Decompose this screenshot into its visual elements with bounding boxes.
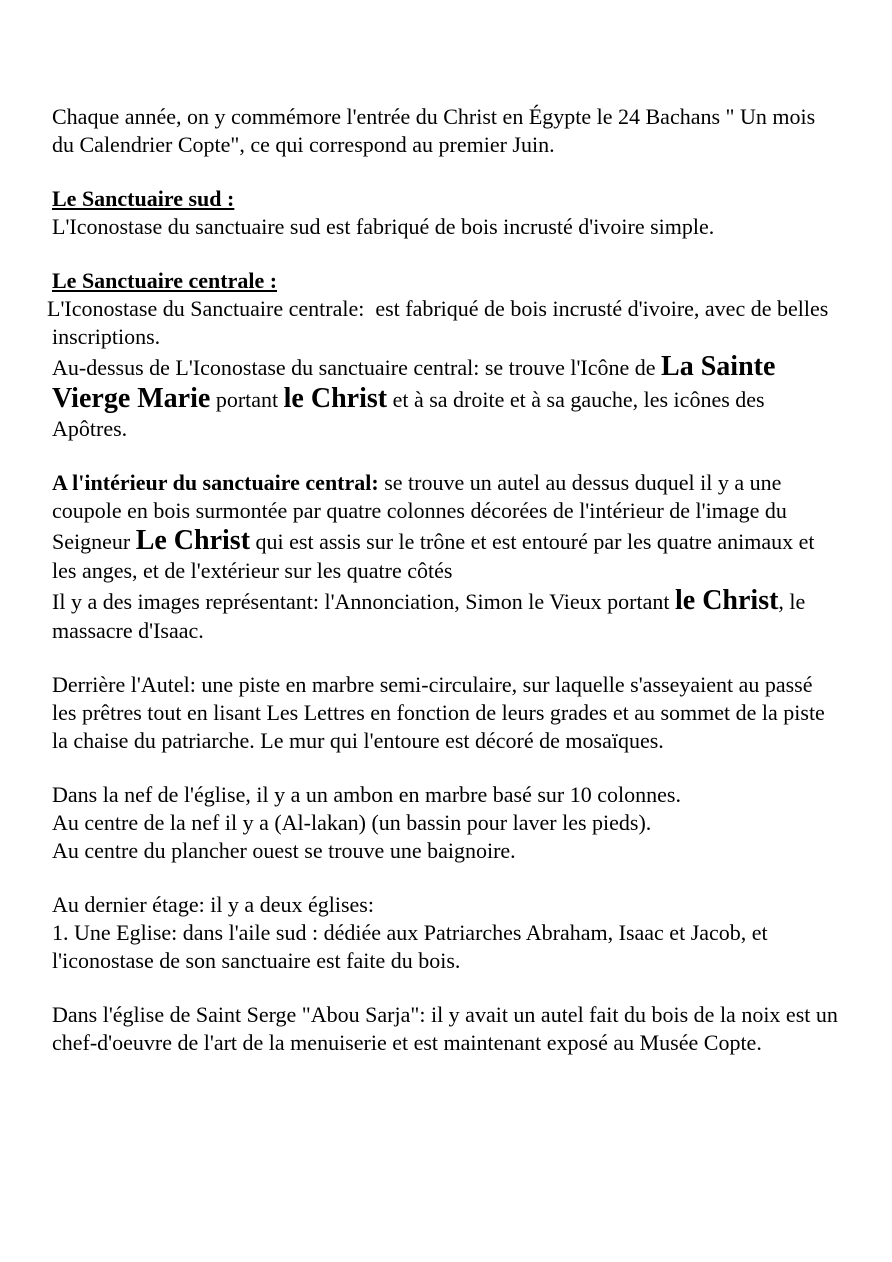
paragraph-iconostase-centrale <box>47 295 842 351</box>
paragraph-dernier-etage-text: Au dernier étage: il y a deux églises: <box>52 892 374 917</box>
images-run-normal-2: , le massacre d'Isaac. <box>52 589 811 643</box>
paragraph-saint-serge <box>52 1001 842 1057</box>
paragraph-dernier-etage <box>52 891 842 919</box>
au-dessus-run-normal-3: et à sa droite et à sa gauche, les icônes des Apôtres. <box>52 387 769 441</box>
paragraph-eglise-aile-sud-text: 1. Une Eglise: dans l'aile sud : dédiée aux Patriarches Abraham, Isaac et Jacob, et l'iconostase de son sanctuaire est faite du bois. <box>52 920 774 973</box>
paragraph-interieur-sanctuaire <box>52 469 842 585</box>
paragraph-iconostase-sud <box>52 213 842 241</box>
au-dessus-run-normal-2: portant <box>210 387 284 412</box>
paragraph-au-dessus-iconostase <box>52 351 842 443</box>
heading-sanctuaire-centrale-text: Le Sanctuaire centrale : <box>52 268 278 293</box>
paragraph-saint-serge-text: Dans l'église de Saint Serge "Abou Sarja": il y avait un autel fait du bois de la noix est un chef-d'oeuvre de l'art de la menuiserie et est maintenant exposé au Musée Copte. <box>52 1002 844 1055</box>
emphasis-le-christ-3: le Christ <box>674 585 779 616</box>
paragraph-eglise-aile-sud <box>52 919 842 975</box>
images-run-normal-1: Il y a des images représentant: l'Annonciation, Simon le Vieux portant <box>52 589 675 614</box>
interieur-run-normal-2: qui est assis sur le trône et est entouré par les quatre animaux et les anges, et de l'extérieur sur les quatre côtés <box>52 529 821 583</box>
paragraph-commemoration-text: Chaque année, on y commémore l'entrée du Christ en Égypte le 24 Bachans " Un mois du Calendrier Copte", ce qui correspond au premier Juin. <box>52 104 821 157</box>
paragraph-nef-ambon-text: Dans la nef de l'église, il y a un ambon en marbre basé sur 10 colonnes. <box>52 782 681 807</box>
paragraph-iconostase-sud-text: L'Iconostase du sanctuaire sud est fabriqué de bois incrusté d'ivoire simple. <box>52 214 715 239</box>
paragraph-commemoration <box>52 103 842 159</box>
heading-sanctuaire-centrale <box>52 267 842 295</box>
paragraph-nef-ambon <box>52 781 842 809</box>
paragraph-derriere-autel <box>52 671 842 755</box>
paragraph-baignoire-text: Au centre du plancher ouest se trouve une baignoire. <box>52 838 516 863</box>
interieur-run-normal-1: se trouve un autel au dessus duquel il y a une coupole en bois surmontée par quatre colonnes décorées de l'intérieur de l'image du Seigneur <box>52 470 793 554</box>
paragraph-al-lakan <box>52 809 842 837</box>
heading-sanctuaire-sud-text: Le Sanctuaire sud : <box>52 186 235 211</box>
paragraph-images-representant <box>52 585 842 645</box>
paragraph-al-lakan-text: Au centre de la nef il y a (Al-lakan) (un bassin pour laver les pieds). <box>52 810 652 835</box>
paragraph-derriere-autel-text: Derrière l'Autel: une piste en marbre semi-circulaire, sur laquelle s'asseyaient au passé les prêtres tout en lisant Les Lettres en fonction de leurs grades et au sommet de la piste la chaise du patriarche. Le mur qui l'entoure est décoré de mosaïques. <box>52 672 831 753</box>
emphasis-la-sainte-vierge-marie: La Sainte Vierge Marie <box>52 351 782 414</box>
interieur-run-bold-lead: A l'intérieur du sanctuaire central: <box>52 470 379 495</box>
paragraph-iconostase-centrale-text: L'Iconostase du Sanctuaire centrale: est fabriqué de bois incrusté d'ivoire, avec de belles inscriptions. <box>47 296 834 349</box>
heading-sanctuaire-sud <box>52 185 842 213</box>
paragraph-baignoire <box>52 837 842 865</box>
au-dessus-run-normal-1: Au-dessus de L'Iconostase du sanctuaire central: se trouve l'Icône de <box>52 355 662 380</box>
emphasis-le-christ-2: Le Christ <box>135 525 251 556</box>
emphasis-le-christ-1: le Christ <box>283 383 388 414</box>
